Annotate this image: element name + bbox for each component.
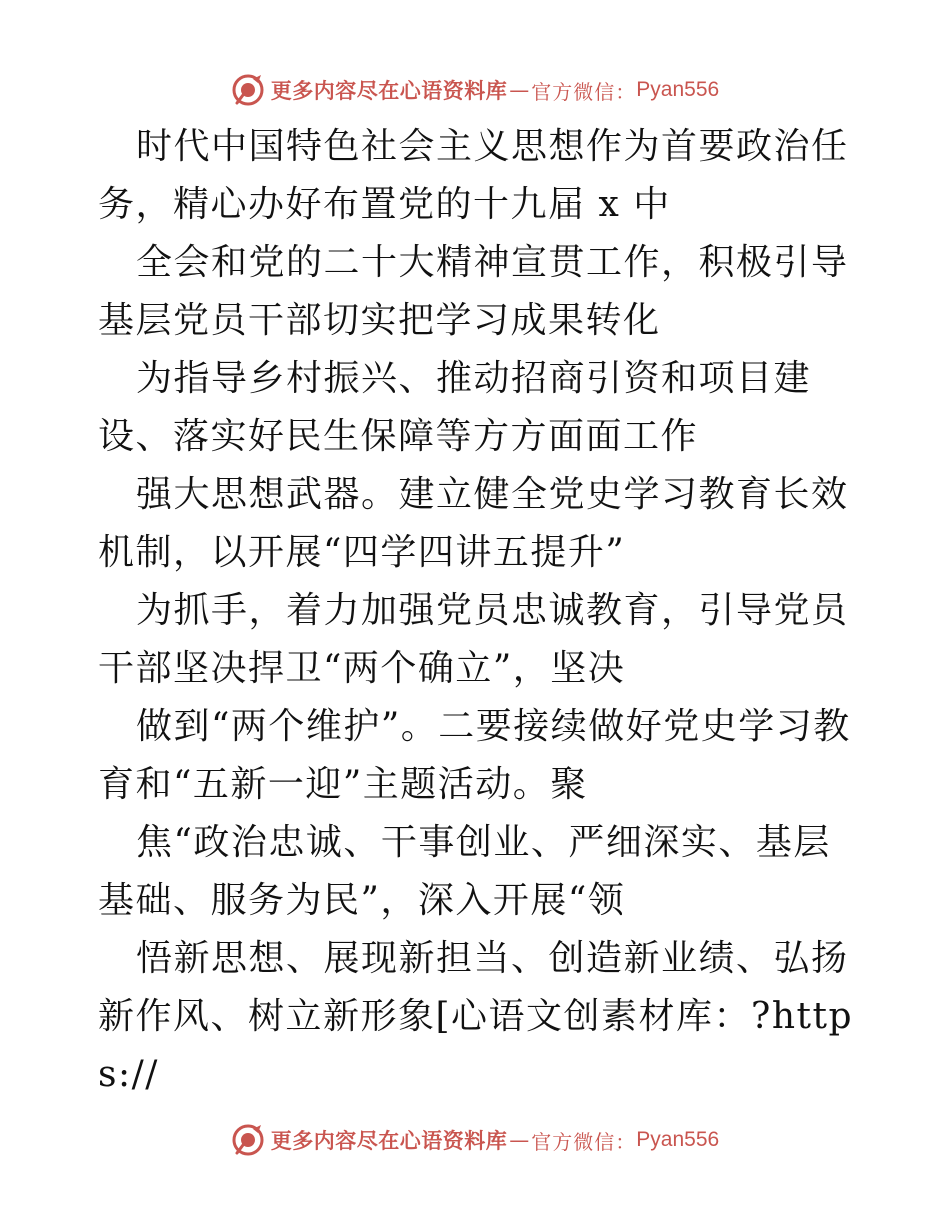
paragraph: 做到“两个维护”。二要接续做好党史学习教育和“五新一迎”主题活动。聚 [98,706,851,805]
logo-icon [231,73,265,107]
paragraph: 焦“政治忠诚、干事创业、严细深实、基层基础、服务为民”，深入开展“领 [98,822,831,921]
paragraph: 悟新思想、展现新担当、创造新业绩、弘扬新作风、树立新形象[心语文创素材库：?https:// [98,938,854,1095]
paragraph: 为指导乡村振兴、推动招商引资和项目建设、落实好民生保障等方方面面工作 [98,358,812,457]
watermark-id: Pyan556 [636,78,720,101]
paragraph: 为抓手，着力加强党员忠诚教育，引导党员干部坚决捍卫“两个确立”，坚决 [98,590,849,689]
paragraph: 时代中国特色社会主义思想作为首要政治任务，精心办好布置党的十九届 x 中 [98,126,849,225]
watermark-dash: — [509,1128,530,1152]
logo-icon [231,1123,265,1157]
paragraph: 强大思想武器。建立健全党史学习教育长效机制，以开展“四学四讲五提升” [98,474,849,573]
watermark-id: Pyan556 [636,1128,720,1151]
document-body [98,118,858,1104]
watermark-label: 官方微信： [531,1129,637,1154]
paragraph: 全会和党的二十大精神宣贯工作，积极引导基层党员干部切实把学习成果转化 [98,242,849,341]
watermark-main-text: 更多内容尽在心语资料库 [270,78,508,103]
watermark-main-text: 更多内容尽在心语资料库 [270,1128,508,1153]
header-watermark [0,70,950,110]
watermark-dash: — [509,78,530,102]
watermark-label: 官方微信： [531,79,637,104]
footer-watermark [0,1120,950,1160]
